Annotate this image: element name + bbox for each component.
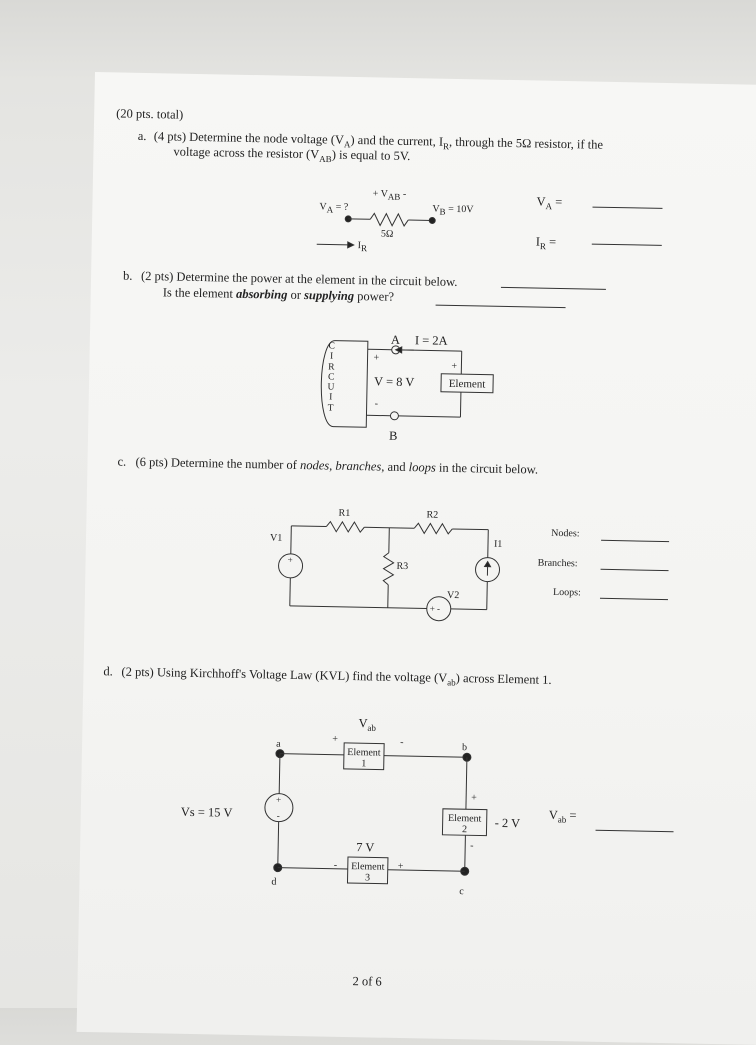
voltage-label: V = 8 V	[374, 375, 415, 388]
element-1-label: Element 1	[344, 747, 384, 770]
element-3-voltage: 7 V	[356, 841, 374, 854]
part-c-label: c.	[117, 456, 126, 469]
element-3-plus: +	[398, 862, 404, 872]
r3-label: R3	[396, 562, 408, 572]
plus-sign: +	[373, 353, 379, 363]
vs-label: Vs = 15 V	[181, 806, 233, 819]
page-number: 2 of 6	[352, 975, 381, 988]
part-d-question: (2 pts) Using Kirchhoff's Voltage Law (KVL) find the voltage $(V_{ab})$ across Element 1.	[121, 666, 551, 690]
node-d-label: d	[271, 878, 276, 888]
current-label: I = 2A	[415, 334, 448, 347]
element-3-minus: -	[334, 861, 338, 871]
element-3-label: Element 3	[347, 861, 387, 884]
node-a-label: a	[276, 740, 281, 750]
element-label: Element	[441, 378, 493, 391]
answer-ir-label: $I_R$ =	[536, 235, 557, 251]
part-a-question-line1: (4 pts) Determine the node voltage $(V_A)$ and the current, $I_R$, through the 5Ω resistor, if the	[154, 130, 604, 154]
ir-label: $I_R$	[358, 241, 368, 253]
part-d-circuit	[78, 72, 756, 985]
minus-sign: -	[375, 399, 379, 409]
element-2-label: Element 2	[442, 813, 486, 836]
vab-label: + $V_{AB}$ -	[373, 189, 407, 202]
worksheet-page	[77, 72, 756, 1045]
vs-minus: -	[277, 812, 280, 821]
r2-label: R2	[426, 510, 438, 520]
nodes-label: Nodes:	[551, 529, 580, 540]
r1-label: R1	[338, 509, 350, 519]
i1-label: I1	[494, 540, 503, 550]
vab-top-label: $V_{ab}$	[358, 717, 376, 733]
resistor-value: 5Ω	[381, 230, 394, 240]
circuit-label: C I R C U I T	[325, 342, 336, 414]
node-b-label: b	[462, 743, 467, 753]
element-1-plus: +	[332, 735, 338, 745]
part-c-question: (6 pts) Determine the number of nodes, branches, and loops in the circuit below.	[135, 456, 538, 476]
branches-label: Branches:	[538, 559, 578, 570]
element-2-plus: +	[471, 793, 477, 803]
part-a-label: a.	[138, 130, 147, 143]
v2-polarity: + -	[430, 605, 440, 614]
v1-label: V1	[270, 533, 282, 543]
answer-va-label: $V_A$ =	[536, 196, 562, 212]
element-plus-sign: +	[451, 362, 457, 372]
loops-label: Loops:	[553, 588, 581, 599]
node-b-label: B	[389, 430, 398, 443]
v2-label: V2	[447, 591, 459, 601]
node-a-label: A	[391, 334, 400, 347]
part-b-question-line1: (2 pts) Determine the power at the element in the circuit below.	[141, 270, 458, 289]
vs-plus: +	[276, 796, 281, 805]
vb-label: $V_B = 10V$	[432, 205, 473, 218]
element-1-minus: -	[400, 738, 404, 748]
v1-plus: +	[288, 556, 293, 565]
part-d-label: d.	[103, 665, 113, 678]
answer-vab-label: $V_{ab}$ =	[549, 809, 577, 825]
part-b-question-line2: Is the element absorbing or supplying power?	[163, 286, 394, 303]
part-a-question-line2: voltage across the resistor $(V_{AB})$ is equal to 5V.	[173, 146, 410, 166]
total-points: (20 pts. total)	[116, 107, 183, 121]
va-label: $V_A$ = ?	[319, 202, 348, 215]
node-c-label: c	[459, 887, 464, 897]
element-2-minus: -	[470, 841, 474, 851]
part-b-label: b.	[123, 270, 133, 283]
element-2-voltage: - 2 V	[495, 817, 521, 830]
